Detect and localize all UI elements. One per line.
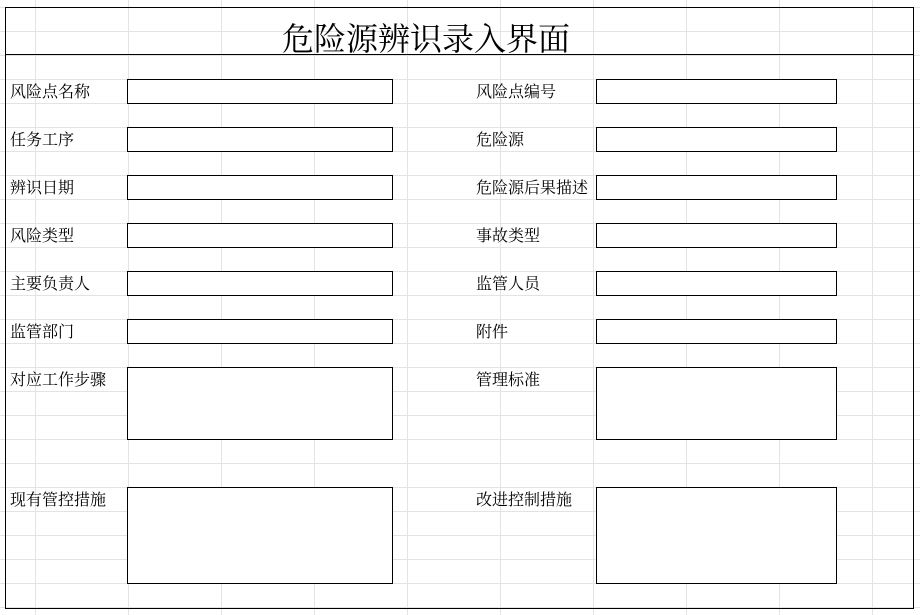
improved-control-measures-textarea[interactable] bbox=[596, 487, 837, 584]
label-hazard-consequence-description: 危险源后果描述 bbox=[476, 178, 589, 197]
risk-type-input[interactable] bbox=[127, 223, 393, 248]
risk-point-name-input[interactable] bbox=[127, 79, 393, 104]
management-standard-textarea[interactable] bbox=[596, 367, 837, 440]
label-identification-date: 辨识日期 bbox=[10, 178, 75, 197]
label-task-process: 任务工序 bbox=[10, 130, 75, 149]
hazard-consequence-description-input[interactable] bbox=[596, 175, 837, 200]
label-hazard-source: 危险源 bbox=[476, 130, 525, 149]
label-existing-control-measures: 现有管控措施 bbox=[10, 490, 107, 509]
label-risk-type: 风险类型 bbox=[10, 226, 75, 245]
label-work-steps: 对应工作步骤 bbox=[10, 370, 107, 389]
title-row bbox=[5, 7, 914, 58]
label-main-responsible-person: 主要负责人 bbox=[10, 274, 91, 293]
task-process-input[interactable] bbox=[127, 127, 393, 152]
supervisor-input[interactable] bbox=[596, 271, 837, 296]
label-management-standard: 管理标准 bbox=[476, 370, 541, 389]
identification-date-input[interactable] bbox=[127, 175, 393, 200]
main-responsible-person-input[interactable] bbox=[127, 271, 393, 296]
label-accident-type: 事故类型 bbox=[476, 226, 541, 245]
work-steps-textarea[interactable] bbox=[127, 367, 393, 440]
hazard-source-input[interactable] bbox=[596, 127, 837, 152]
attachment-input[interactable] bbox=[596, 319, 837, 344]
form-title: 危险源辨识录入界面 bbox=[281, 20, 570, 58]
existing-control-measures-textarea[interactable] bbox=[127, 487, 393, 584]
supervising-department-input[interactable] bbox=[127, 319, 393, 344]
accident-type-input[interactable] bbox=[596, 223, 837, 248]
label-improved-control-measures: 改进控制措施 bbox=[476, 490, 573, 509]
label-attachment: 附件 bbox=[476, 322, 509, 341]
risk-point-number-input[interactable] bbox=[596, 79, 837, 104]
label-risk-point-name: 风险点名称 bbox=[10, 82, 91, 101]
label-supervisor: 监管人员 bbox=[476, 274, 541, 293]
label-risk-point-number: 风险点编号 bbox=[476, 82, 557, 101]
label-supervising-department: 监管部门 bbox=[10, 322, 75, 341]
